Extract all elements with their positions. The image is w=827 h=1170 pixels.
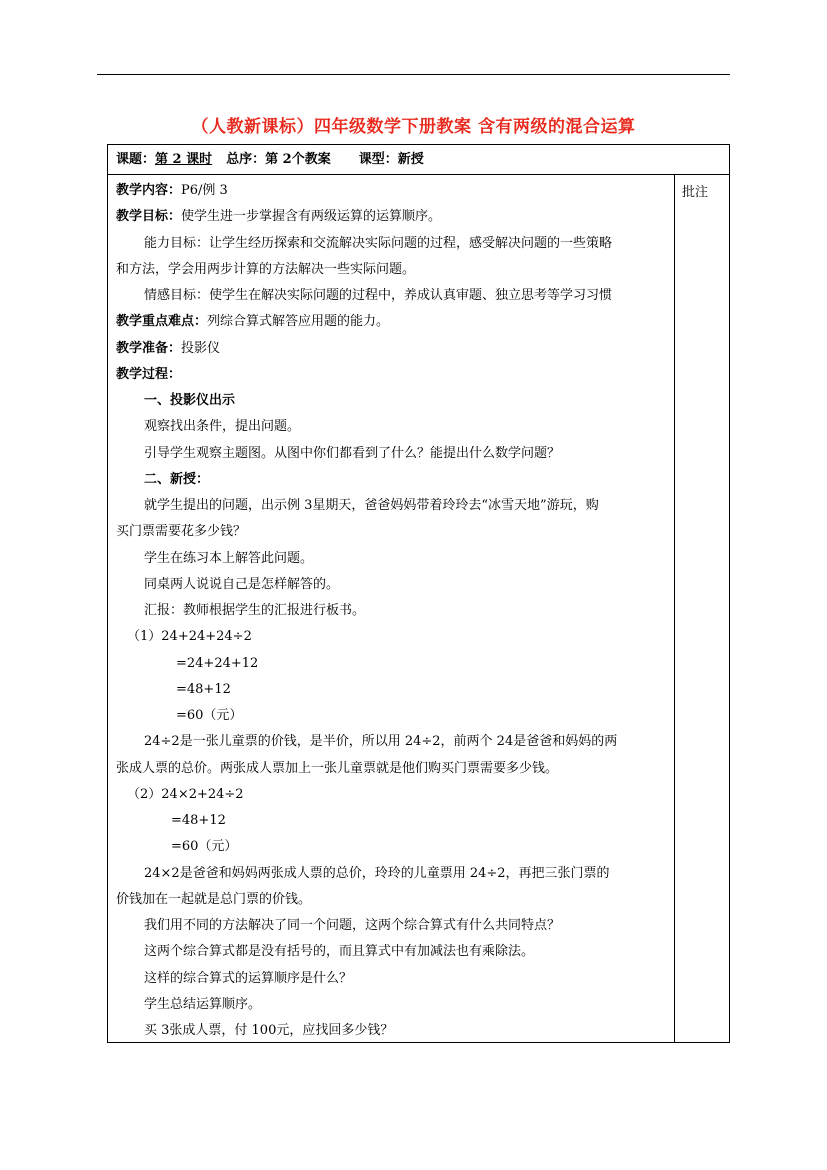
text-line: 这两个综合算式都是没有括号的，而且算式中有加减法也有乘除法。 (144, 944, 535, 960)
content-label: 教学内容： (116, 183, 182, 198)
text-line: 引导学生观察主题图。从图中你们都看到了什么？能提出什么数学问题？ (144, 445, 561, 461)
lesson-label: 课题： (116, 152, 156, 167)
objectives-label: 教学目标： (116, 209, 182, 225)
text-line: 和方法，学会用两步计算的方法解决一些实际问题。 (116, 261, 416, 277)
text-line: 同桌两人说说自己是怎样解答的。 (144, 576, 340, 592)
text-line: 24÷2是一张儿童票的价钱，是半价，所以用 24÷2，前两个 24是爸爸和妈妈的两 (144, 734, 618, 750)
text-line: 观察找出条件，提出问题。 (144, 419, 301, 435)
key-points-label: 教学重点难点： (116, 314, 208, 330)
equation-line: =48+12 (171, 813, 226, 828)
section-heading: 二、新授： (144, 471, 210, 487)
text-line: 学生在练习本上解答此问题。 (144, 550, 314, 566)
lesson-table (107, 144, 730, 1043)
section-heading: 一、投影仪出示 (144, 393, 236, 408)
text-line: 我们用不同的方法解决了同一个问题，这两个综合算式有什么共同特点？ (144, 918, 561, 933)
order-label: 总序： (226, 152, 266, 167)
text-line: 学生总结运算顺序。 (144, 996, 262, 1012)
type-label: 课型： (358, 152, 398, 167)
text-line: 24×2是爸爸和妈妈两张成人票的总价，玲玲的儿童票用 24÷2，再把三张门票的 (144, 865, 610, 881)
objectives-line: 教学目标：使学生进一步掌握含有两级运算的运算顺序。 (116, 209, 442, 225)
content-line: 教学内容：P6/例 3 (116, 183, 228, 198)
annotation-column-label: 批注 (682, 185, 709, 200)
equation-line: =60（元） (171, 839, 238, 855)
lesson-content (116, 178, 668, 1044)
key-points-line: 教学重点难点：列综合算式解答应用题的能力。 (116, 314, 390, 330)
text-line: 价钱加在一起就是总门票的价钱。 (116, 891, 312, 907)
text-line: 买门票需要花多少钱？ (116, 524, 247, 540)
text-line: 就学生提出的问题，出示例 3星期天，爸爸妈妈带着玲玲去“冰雪天地”游玩，购 (144, 498, 599, 513)
order-value: 第 2个教案 (265, 152, 331, 167)
text-line: 张成人票的总价。两张成人票加上一张儿童票就是他们购买门票需要多少钱。 (116, 760, 559, 776)
preparation-label: 教学准备： (116, 340, 182, 356)
header-rule (97, 74, 730, 75)
equation-line: =24+24+12 (176, 655, 259, 671)
equation-line: （1）24+24+24÷2 (127, 629, 252, 645)
process-heading: 教学过程： (116, 366, 182, 382)
text-line: 买 3张成人票，付 100元，应找回多少钱？ (144, 1023, 394, 1038)
lesson-header-row (108, 145, 729, 175)
preparation-line: 教学准备：投影仪 (116, 340, 221, 356)
document-title: （人教新课标）四年级数学下册教案 含有两级的混合运算 (191, 117, 636, 137)
text-line: 情感目标：使学生在解决实际问题的过程中，养成认真审题、独立思考等学习习惯 (144, 288, 613, 303)
equation-line: （2）24×2+24÷2 (127, 786, 244, 802)
lesson-value: 第 2 课时 (155, 152, 213, 167)
text-line: 这样的综合算式的运算顺序是什么？ (144, 970, 353, 986)
type-value: 新授 (397, 152, 424, 167)
equation-line: =48+12 (176, 681, 231, 697)
column-divider (674, 175, 675, 1042)
equation-line: =60（元） (176, 708, 243, 723)
text-line: 汇报：教师根据学生的汇报进行板书。 (144, 603, 366, 618)
text-line: 能力目标：让学生经历探索和交流解决实际问题的过程，感受解决问题的一些策略 (144, 235, 613, 251)
